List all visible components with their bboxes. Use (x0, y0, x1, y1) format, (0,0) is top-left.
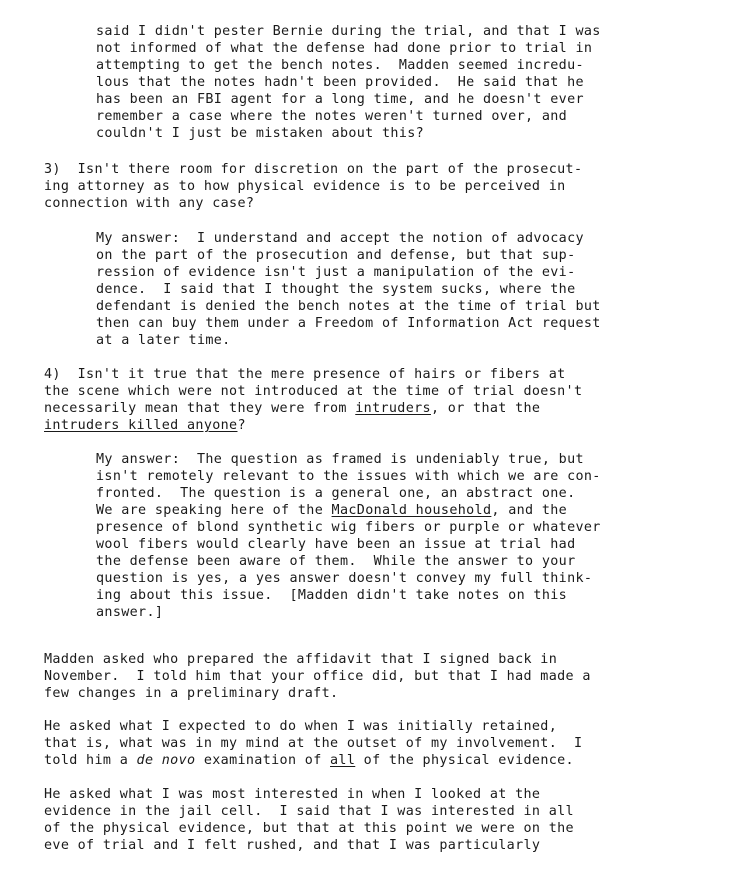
text-line: the defense been aware of them. While the answer to your (96, 554, 576, 569)
text-line: at a later time. (96, 333, 231, 348)
text-line (44, 400, 582, 417)
text-line: answer.] (96, 605, 164, 620)
text-line: few changes in a preliminary draft. (44, 686, 339, 701)
question-3-paragraph (44, 161, 582, 212)
text-line: November. I told him that your office did, but that I had made a (44, 669, 591, 684)
underlined-text: all (330, 753, 356, 768)
text-run: We are speaking here of the (96, 503, 332, 518)
text-line: remember a case where the notes weren't turned over, and (96, 109, 568, 124)
text-line: My answer: The question as framed is undeniably true, but (96, 452, 584, 467)
text-line: fronted. The question is a general one, an abstract one. (96, 486, 576, 501)
text-line: He asked what I was most interested in when I looked at the (44, 787, 541, 802)
answer-4-paragraph (96, 451, 601, 621)
text-line: that is, what was in my mind at the outset of my involvement. I (44, 736, 583, 751)
text-line: has been an FBI agent for a long time, and he doesn't ever (96, 92, 584, 107)
text-line: then can buy them under a Freedom of Information Act request (96, 316, 601, 331)
question-4-paragraph (44, 366, 582, 434)
text-line (44, 417, 582, 434)
text-line: the scene which were not introduced at the time of trial doesn't (44, 384, 583, 399)
text-line: on the part of the prosecution and defense, but that sup- (96, 248, 576, 263)
answer-3-paragraph (96, 230, 601, 349)
text-line: ression of evidence isn't just a manipulation of the evi- (96, 265, 576, 280)
text-line: defendant is denied the bench notes at the time of trial but (96, 299, 601, 314)
text-run: of the physical evidence. (355, 753, 574, 768)
text-line: question is yes, a yes answer doesn't convey my full think- (96, 571, 593, 586)
text-run: , and the (491, 503, 568, 518)
text-line: of the physical evidence, but that at this point we were on the (44, 821, 574, 836)
text-run: necessarily mean that they were from (44, 401, 356, 416)
jail-cell-paragraph (44, 786, 574, 854)
text-line: He asked what I expected to do when I was initially retained, (44, 719, 558, 734)
text-run: told him a (44, 753, 137, 768)
text-line: connection with any case? (44, 196, 255, 211)
retained-paragraph (44, 718, 582, 769)
text-line: My answer: I understand and accept the notion of advocacy (96, 231, 584, 246)
italic-text: de novo (136, 753, 196, 768)
text-line: dence. I said that I thought the system sucks, where the (96, 282, 576, 297)
continued-answer-paragraph (96, 23, 601, 142)
affidavit-paragraph (44, 651, 591, 702)
text-line: isn't remotely relevant to the issues with which we are con- (96, 469, 601, 484)
text-line: not informed of what the defense had done prior to trial in (96, 41, 593, 56)
text-line (96, 502, 601, 519)
underlined-text: MacDonald household (331, 503, 492, 518)
text-line: couldn't I just be mistaken about this? (96, 126, 425, 141)
underlined-text: intruders (355, 401, 431, 416)
text-line: eve of trial and I felt rushed, and that I was particularly (44, 838, 541, 853)
text-line (44, 752, 582, 769)
text-line: 3) Isn't there room for discretion on the part of the prosecut- (44, 162, 583, 177)
text-line: ing attorney as to how physical evidence is to be perceived in (44, 179, 566, 194)
text-line: Madden asked who prepared the affidavit that I signed back in (44, 652, 558, 667)
underlined-text: intruders killed anyone (44, 418, 238, 433)
text-line: ing about this issue. [Madden didn't take notes on this (96, 588, 568, 603)
text-line: evidence in the jail cell. I said that I was interested in all (44, 804, 574, 819)
text-line: said I didn't pester Bernie during the trial, and that I was (96, 24, 601, 39)
text-line: wool fibers would clearly have been an issue at trial had (96, 537, 576, 552)
text-line: presence of blond synthetic wig fibers or purple or whatever (96, 520, 601, 535)
text-run: , or that the (430, 401, 541, 416)
text-run: ? (237, 418, 246, 433)
text-line: attempting to get the bench notes. Madden seemed incredu- (96, 58, 584, 73)
text-line: 4) Isn't it true that the mere presence of hairs or fibers at (44, 367, 566, 382)
text-run: examination of (195, 753, 331, 768)
text-line: lous that the notes hadn't been provided. He said that he (96, 75, 584, 90)
